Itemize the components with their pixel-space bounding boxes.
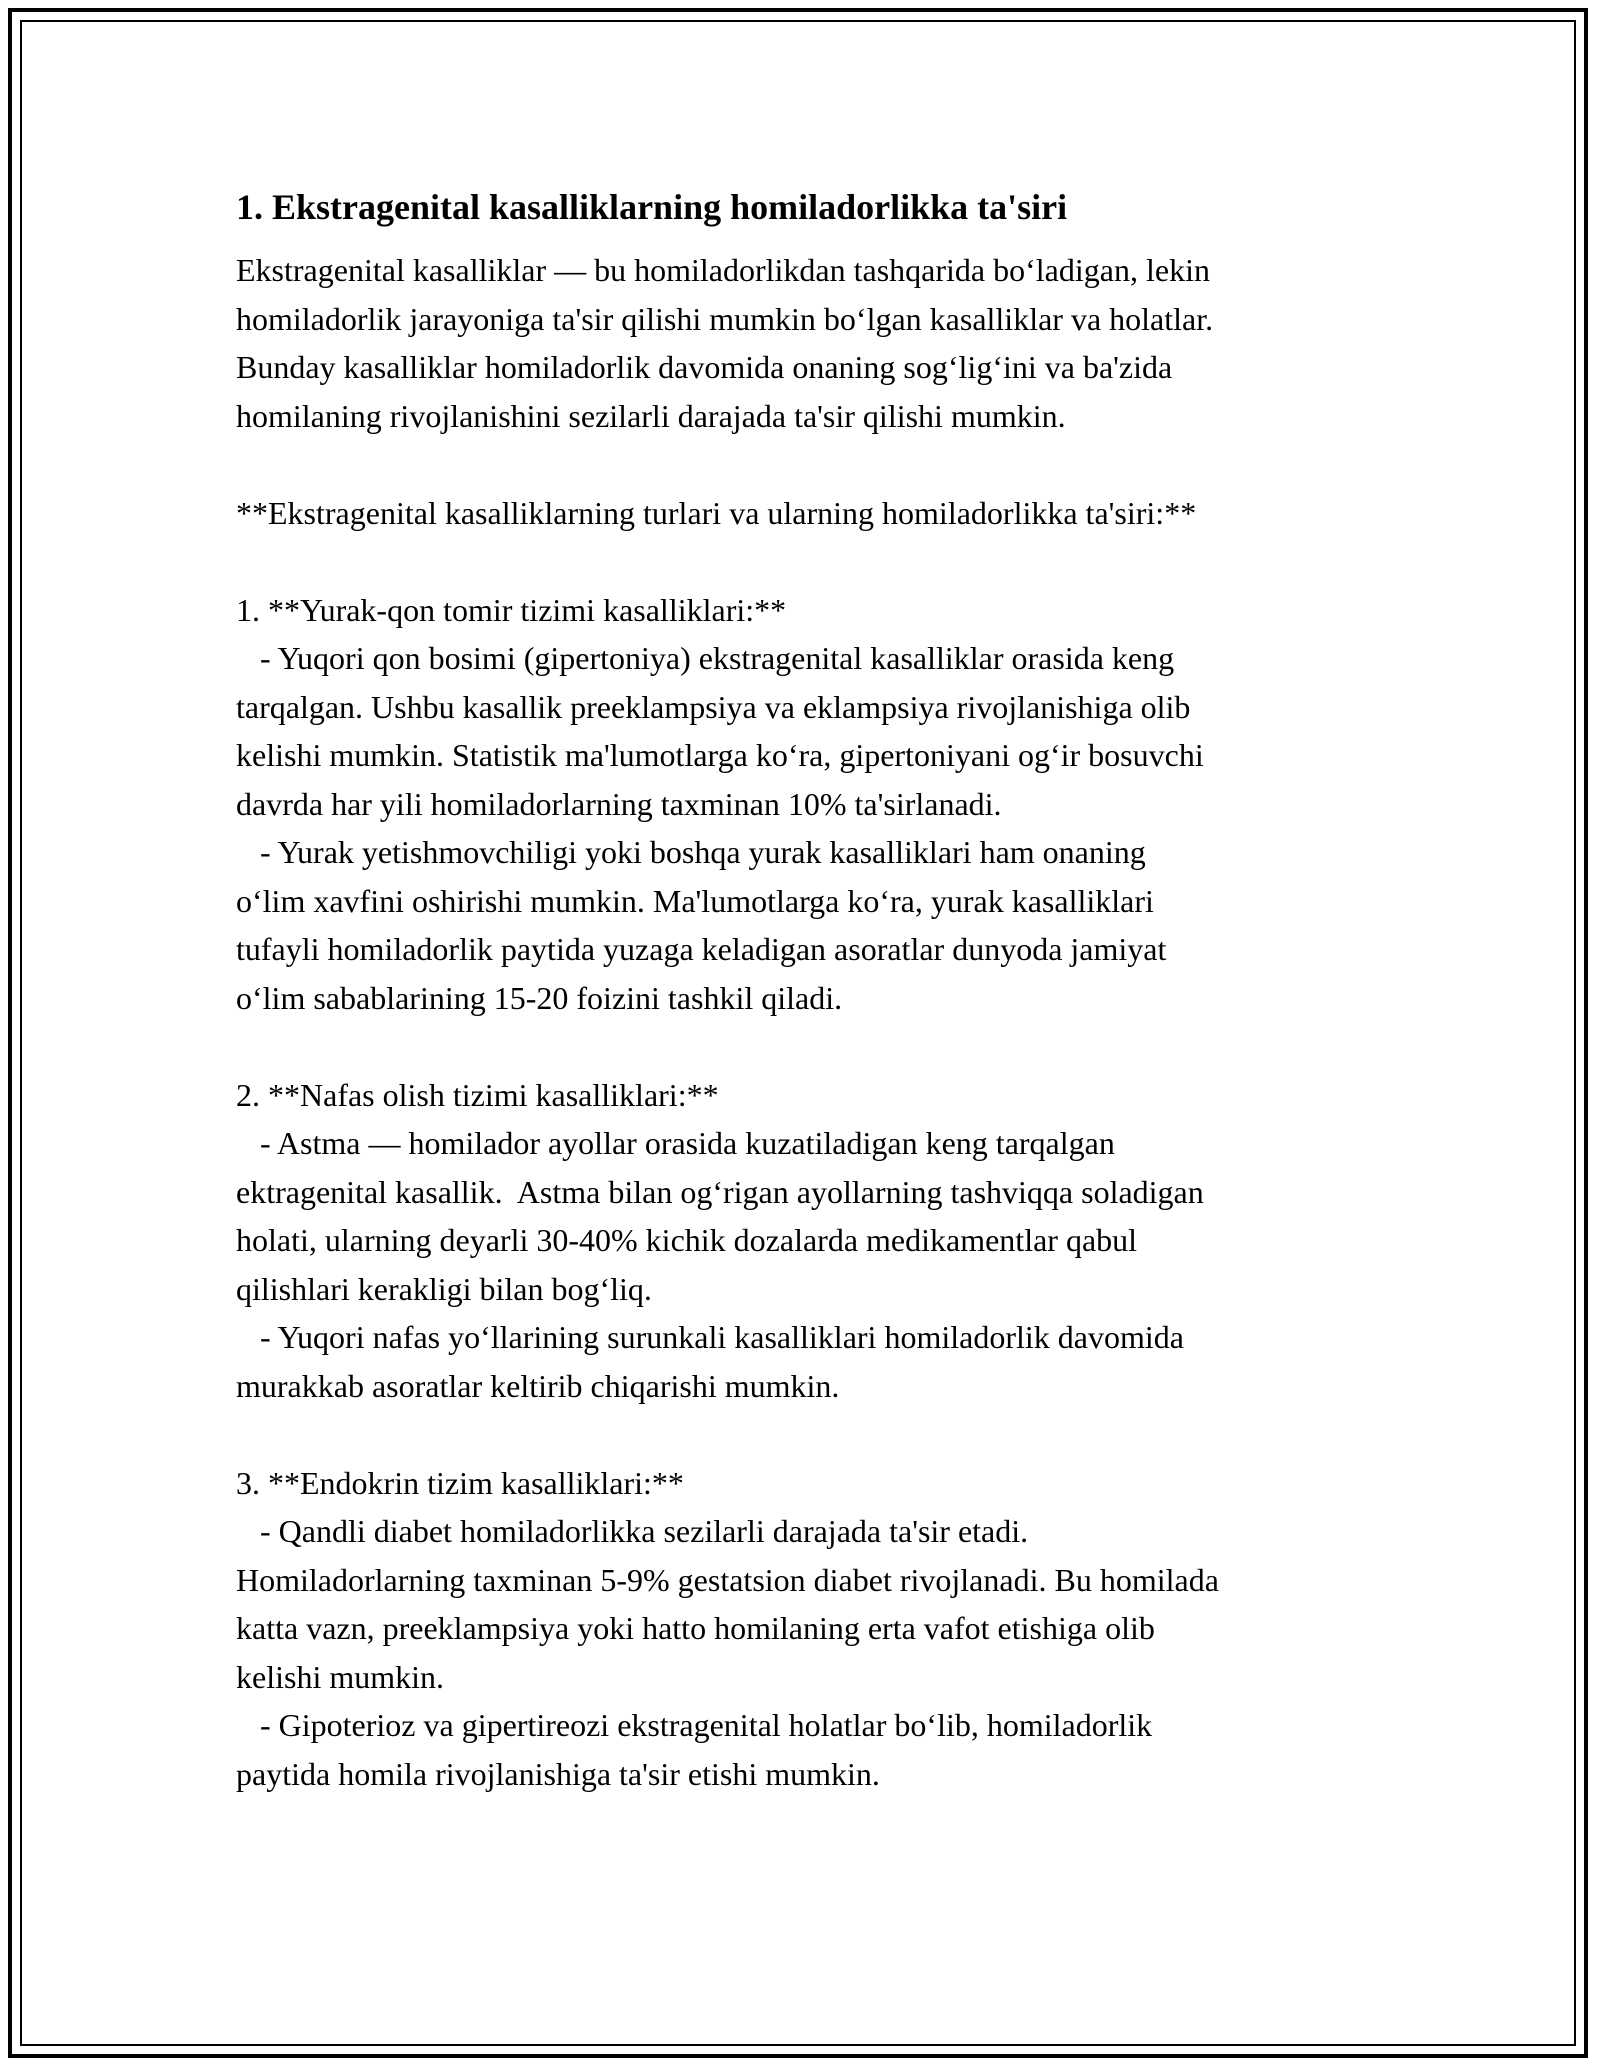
text-line: katta vazn, preeklampsiya yoki hatto homilaning erta vafot etishiga olib bbox=[236, 1610, 1155, 1646]
blank-line bbox=[236, 1022, 1386, 1071]
list-heading: 1. **Yurak-qon tomir tizimi kasalliklari:** bbox=[236, 591, 787, 628]
text-line: kelishi mumkin. bbox=[236, 1658, 444, 1695]
list-heading: 3. **Endokrin tizim kasalliklari:** bbox=[236, 1464, 684, 1501]
blank-line bbox=[236, 537, 1386, 586]
document-body bbox=[236, 182, 1386, 1798]
text-line: - Gipoterioz va gipertireozi ekstragenital holatlar bo‘lib, homiladorlik bbox=[236, 1707, 1153, 1743]
text-line: homilaning rivojlanishini sezilarli darajada ta'sir qilishi mumkin. bbox=[236, 397, 1066, 434]
text-line: - Yuqori nafas yo‘llarining surunkali kasalliklari homiladorlik davomida bbox=[236, 1319, 1184, 1355]
text-line: Ekstragenital kasalliklar — bu homiladorlikdan tashqarida bo‘ladigan, lekin bbox=[236, 252, 1210, 288]
text-line: murakkab asoratlar keltirib chiqarishi mumkin. bbox=[236, 1367, 840, 1404]
text-line: davrda har yili homiladorlarning taxminan 10% ta'sirlanadi. bbox=[236, 785, 1002, 822]
text-line: tufayli homiladorlik paytida yuzaga keladigan asoratlar dunyoda jamiyat bbox=[236, 931, 1167, 967]
section-heading: **Ekstragenital kasalliklarning turlari va ularning homiladorlikka ta'siri:** bbox=[236, 494, 1197, 531]
blank-line bbox=[236, 440, 1386, 489]
text-line: qilishlari kerakligi bilan bog‘liq. bbox=[236, 1270, 652, 1307]
text-line: ektragenital kasallik. Astma bilan og‘rigan ayollarning tashviqqa soladigan bbox=[236, 1173, 1204, 1210]
text-line: - Yuqori qon bosimi (gipertoniya) ekstragenital kasalliklar orasida keng bbox=[236, 640, 1175, 676]
text-line: tarqalgan. Ushbu kasallik preeklampsiya va eklampsiya rivojlanishiga olib bbox=[236, 688, 1191, 725]
text-line: paytida homila rivojlanishiga ta'sir etishi mumkin. bbox=[236, 1755, 880, 1792]
text-line: - Astma — homilador ayollar orasida kuzatiladigan keng tarqalgan bbox=[236, 1125, 1115, 1161]
text-line: - Yurak yetishmovchiligi yoki boshqa yurak kasalliklari ham onaning bbox=[236, 834, 1146, 870]
text-line: holati, ularning deyarli 30-40% kichik dozalarda medikamentlar qabul bbox=[236, 1222, 1138, 1258]
text-line: - Qandli diabet homiladorlikka sezilarli darajada ta'sir etadi. bbox=[236, 1513, 1029, 1549]
list-heading: 2. **Nafas olish tizimi kasalliklari:** bbox=[236, 1076, 719, 1113]
text-line: Bunday kasalliklar homiladorlik davomida onaning sog‘lig‘ini va ba'zida bbox=[236, 349, 1173, 385]
blank-line bbox=[236, 1410, 1386, 1459]
text-line: o‘lim xavfini oshirishi mumkin. Ma'lumotlarga ko‘ra, yurak kasalliklari bbox=[236, 882, 1154, 919]
text-line: homiladorlik jarayoniga ta'sir qilishi mumkin bo‘lgan kasalliklar va holatlar. bbox=[236, 300, 1214, 337]
text-line: kelishi mumkin. Statistik ma'lumotlarga ko‘ra, gipertoniyani og‘ir bosuvchi bbox=[236, 737, 1204, 773]
document-title: 1. Ekstragenital kasalliklarning homiladorlikka ta'siri bbox=[236, 187, 1068, 227]
text-line: o‘lim sabablarining 15-20 foizini tashkil qiladi. bbox=[236, 979, 843, 1016]
text-block bbox=[236, 246, 1386, 1798]
text-line: Homiladorlarning taxminan 5-9% gestatsion diabet rivojlanadi. Bu homilada bbox=[236, 1561, 1219, 1598]
